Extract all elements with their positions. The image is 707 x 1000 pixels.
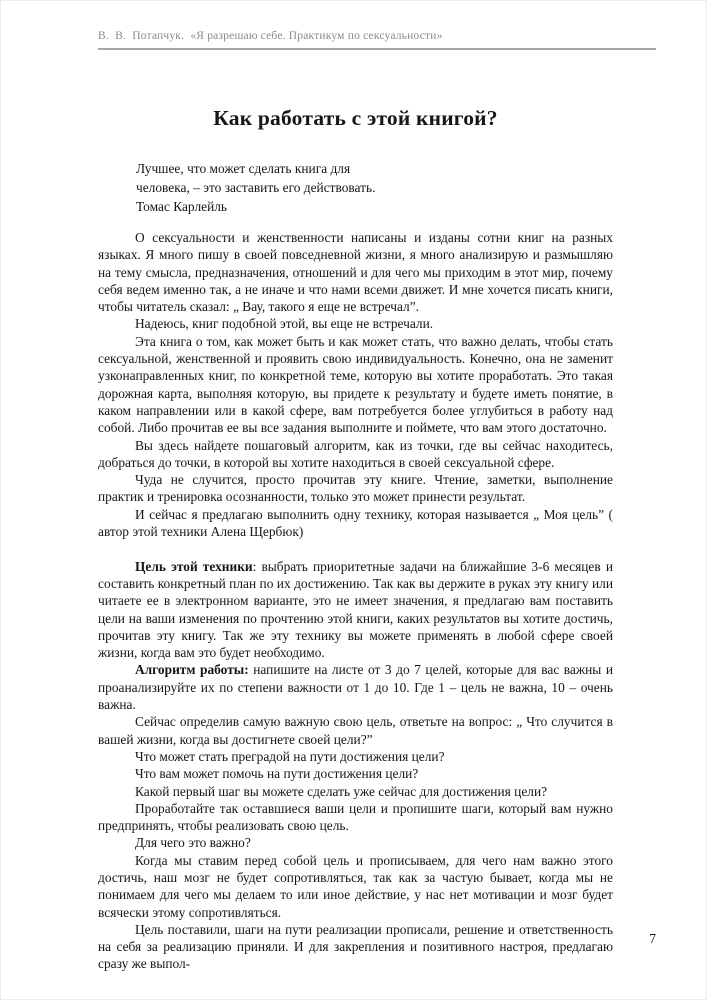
body-paragraph: Чуда не случится, просто прочитав эту книге. Чтение, заметки, выполнение практик и тренировка осознанности, только это может принести результат. — [98, 472, 613, 505]
body-paragraph: Проработайте так оставшиеся ваши цели и пропишите шаги, который вам нужно предпринять, чтобы реализовать свою цель. — [98, 800, 613, 834]
body-paragraph: Когда мы ставим перед собой цель и прописываем, для чего нам важно этого достичь, наш мозг не будет сопротивляться, так как за частую бывает, когда мы не понимаем для чего мы делаем то или иное действие, у нас нет мотивации и мозг будет всячески этому сопротивляться. — [98, 852, 613, 920]
body-paragraph: Что вам может помочь на пути достижения цели? — [135, 766, 419, 782]
page-number: 7 — [649, 931, 656, 946]
body-paragraph: Цель поставили, шаги на пути реализации прописали, решение и ответственность на себя за реализацию приняли. И для закрепления и позитивного настроя, предлагаю сразу же выпол- — [98, 921, 613, 972]
chapter-title: Как работать с этой книгой? — [213, 106, 498, 130]
paragraph-lead: Алгоритм работы: — [135, 662, 249, 678]
body-paragraph: О сексуальности и женственности написаны и изданы сотни книг на разных языках. Я много пишу в своей повседневной жизни, я много анализирую и размышляю на тему смысла, предназначения, отношений и для чего мы приходим в этот мир, почему себя ведем именно так, а не иначе и что нами всеми движет. И мне хочется писать книги, чтобы читатель сказал: „ Вау, такого я еще не встречал”. — [98, 230, 613, 315]
epigraph-line: Лучшее, что может сделать книга для — [136, 161, 351, 176]
header-rule — [98, 48, 656, 50]
body-paragraph: Сейчас определив самую важную свою цель, ответьте на вопрос: „ Что случится в вашей жизни, когда вы достигнете своей цели?” — [98, 714, 613, 747]
paragraph-lead: Цель этой техники — [135, 558, 253, 574]
body-paragraph: Вы здесь найдете пошаговый алгоритм, как из точки, где вы сейчас находитесь, добраться до точки, в которой вы хотите находиться в своей сексуальной сфере. — [98, 437, 613, 470]
body-paragraph: Какой первый шаг вы можете сделать уже сейчас для достижения цели? — [135, 783, 548, 799]
running-header: В. В. Потапчук. «Я разрешаю себе. Практикум по сексуальности» — [98, 30, 443, 42]
body-paragraph: И сейчас я предлагаю выполнить одну технику, которая называется „ Моя цель” ( автор этой техники Алена Щербюк) — [98, 506, 613, 540]
body-paragraph: Надеюсь, книг подобной этой, вы еще не встречали. — [135, 316, 434, 332]
body-paragraph: Эта книга о том, как может быть и как может стать, что важно делать, чтобы стать сексуальной, женственной и проявить свою индивидуальность. Конечно, она не заменит узконаправленных книг, по конкретной теме, которую вы хотите проработать. Это такая дорожная карта, выполняя которую, вы придете к результату и будете иметь понятие, в каком направлении или в какой сфере, вам потребуется более углубиться в работу над собой. Либо прочитав ее вы все задания выполните и поймете, что вам этого достаточно. — [98, 333, 613, 436]
page-footer — [649, 931, 656, 947]
epigraph-attribution: Томас Карлейль — [136, 199, 228, 214]
text-block — [98, 105, 613, 973]
epigraph-line: человека, – это заставить его действовать. — [136, 180, 376, 195]
body-paragraph: Цель этой техники: выбрать приоритетные задачи на ближайшие 3-6 месяцев и составить конкретный план по их достижению. Так как вы держите в руках эту книгу или читаете ее в электронном варианте, это не имеет значения, я предлагаю вам поставить цели на ваши изменения по прочтению этой книги, каких результатов вы хотите достичь, прочитав эту книгу. Так же эту технику вы можете применять в любой сфере своей жизни, когда вам это будет необходимо. — [98, 558, 613, 661]
body-paragraph: Для чего это важно? — [135, 835, 251, 851]
body-paragraph: Алгоритм работы: напишите на листе от 3 до 7 целей, которые для вас важны и проанализируйте их по степени важности от 1 до 10. Где 1 – цель не важна, 10 – очень важна. — [98, 662, 613, 713]
body-paragraph: Что может стать преградой на пути достижения цели? — [135, 748, 445, 764]
body-text — [98, 229, 613, 973]
epigraph — [136, 159, 613, 216]
